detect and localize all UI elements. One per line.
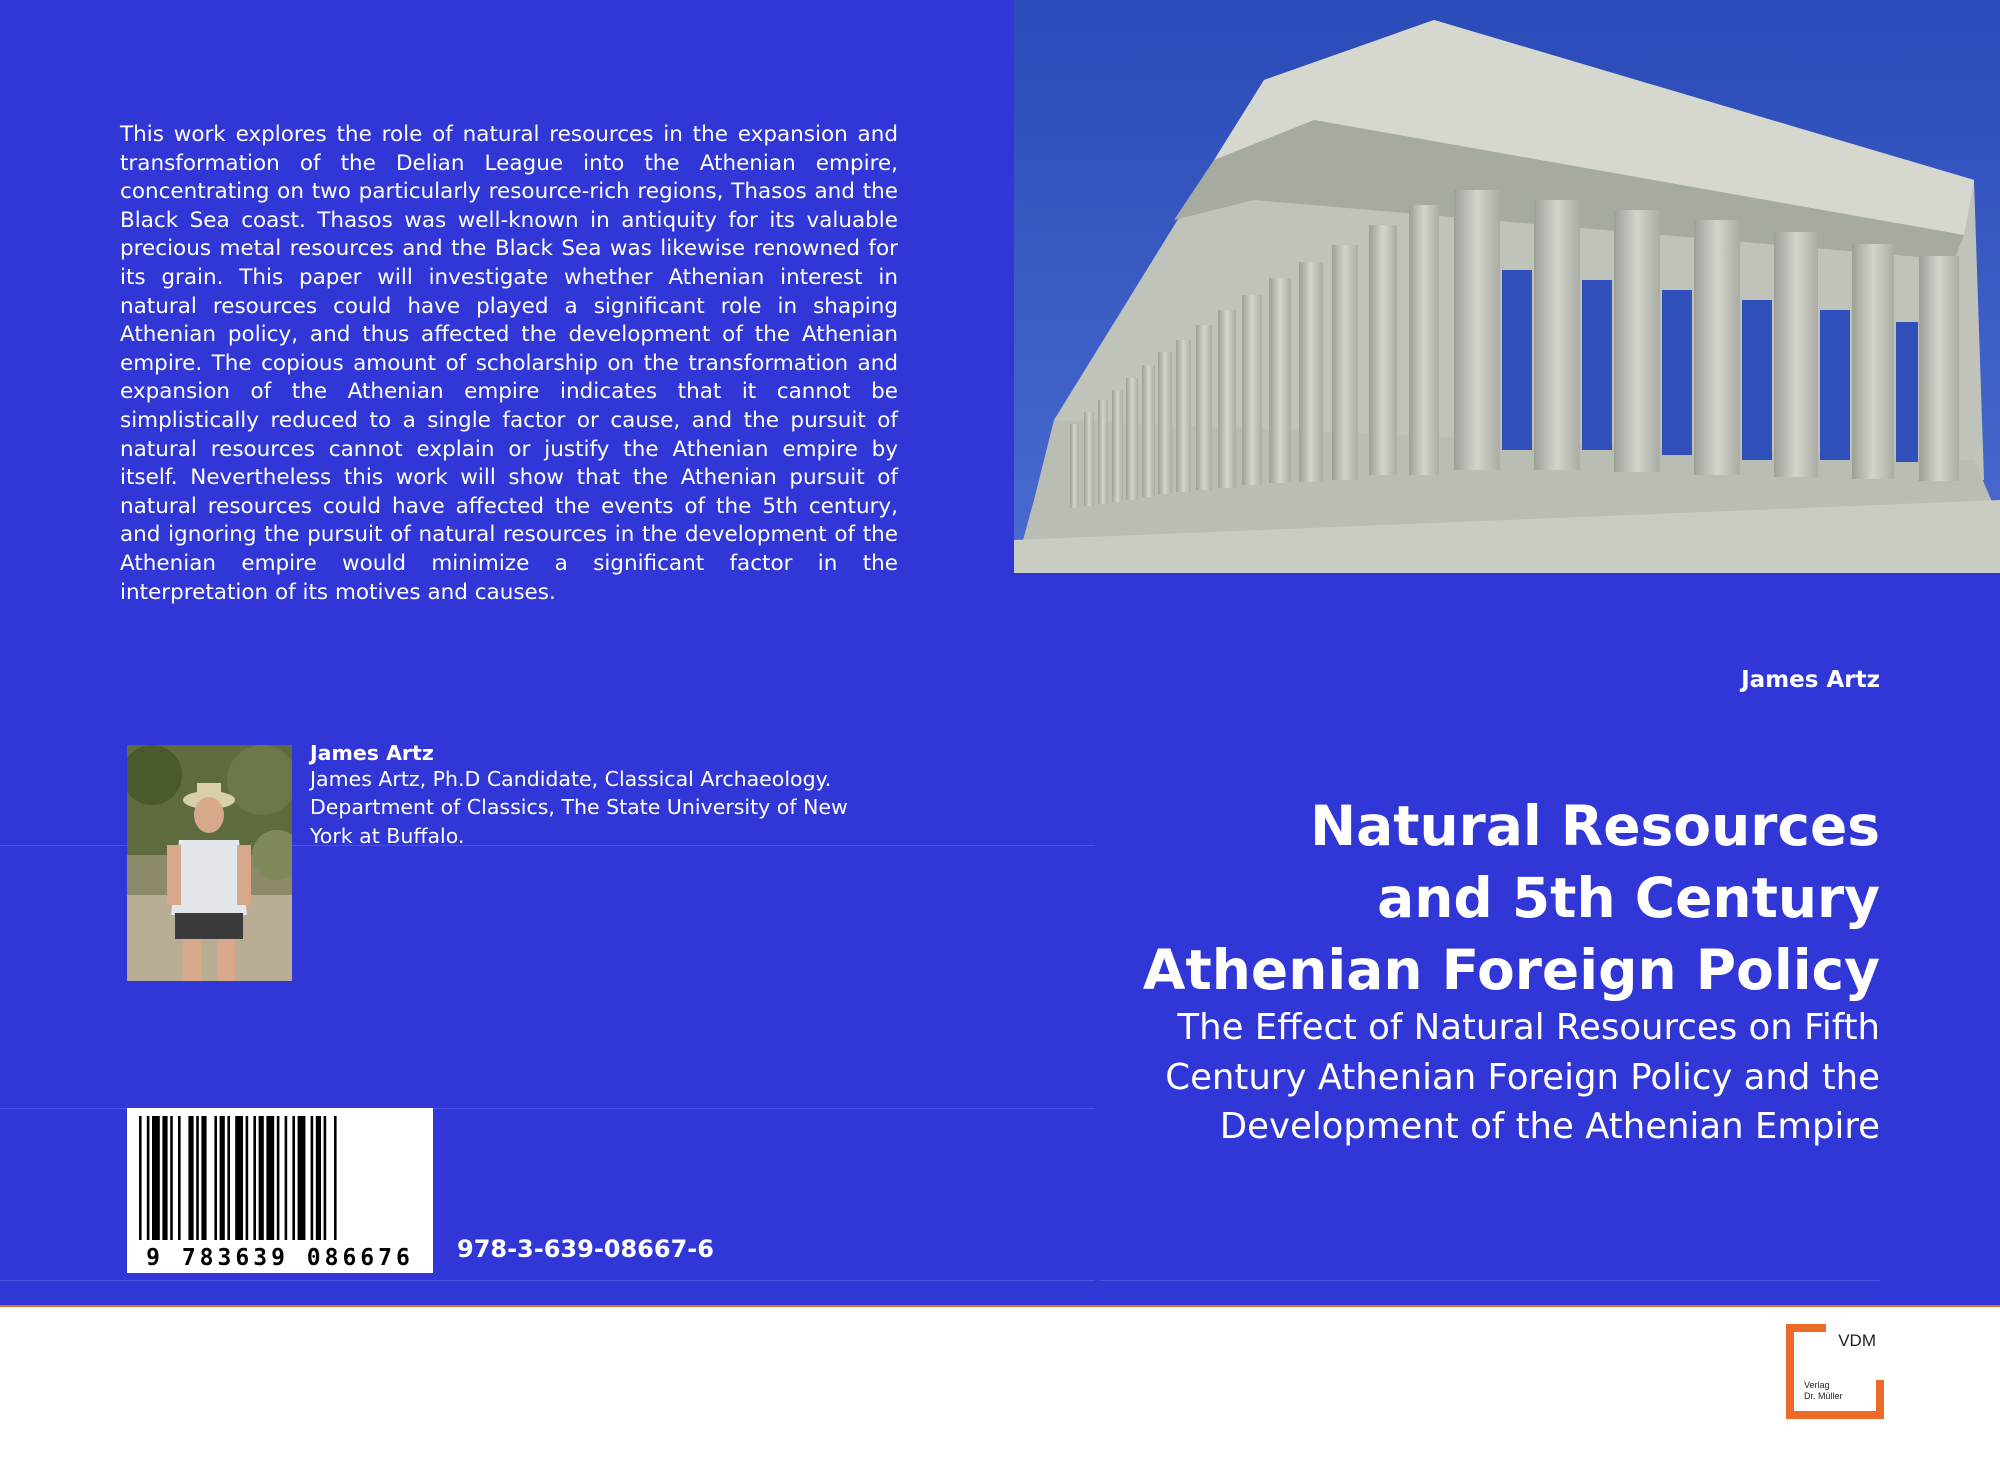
barcode-bar bbox=[292, 1116, 295, 1240]
barcode-bar bbox=[266, 1116, 274, 1240]
book-subtitle bbox=[1000, 1003, 1880, 1152]
isbn-number: 978-3-639-08667-6 bbox=[457, 1235, 714, 1263]
barcode-bar bbox=[285, 1116, 288, 1240]
divider-line bbox=[1100, 1280, 1880, 1281]
barcode-bar bbox=[334, 1116, 337, 1240]
barcode-bar bbox=[277, 1116, 280, 1240]
vdm-logo-dr-muller: Dr. Müller bbox=[1804, 1391, 1843, 1401]
divider-line bbox=[0, 1280, 1095, 1281]
barcode-bar bbox=[324, 1116, 327, 1240]
parthenon-photo bbox=[1014, 0, 2000, 573]
barcode-bar bbox=[188, 1116, 193, 1240]
barcode-bar bbox=[162, 1116, 167, 1240]
book-title-line: and 5th Century bbox=[1377, 866, 1880, 930]
barcode-bar bbox=[196, 1116, 199, 1240]
barcode-bar bbox=[246, 1116, 249, 1240]
barcode-bar bbox=[170, 1116, 173, 1240]
book-subtitle-line: The Effect of Natural Resources on Fifth bbox=[1177, 1007, 1880, 1048]
barcode-bar bbox=[298, 1116, 306, 1240]
barcode-bar bbox=[316, 1116, 321, 1240]
barcode-digits: 9 783639 086676 bbox=[146, 1245, 414, 1271]
barcode-bar bbox=[235, 1116, 243, 1240]
vdm-logo-verlag: Verlag bbox=[1804, 1380, 1830, 1390]
barcode-bar bbox=[201, 1116, 206, 1240]
orange-divider-strip bbox=[0, 1305, 2000, 1307]
front-author-name: James Artz bbox=[1741, 667, 1880, 693]
barcode-bar bbox=[139, 1116, 142, 1240]
book-subtitle-line: Development of the Athenian Empire bbox=[1219, 1106, 1880, 1147]
author-bio: James Artz, Ph.D Candidate, Classical Archaeology. Department of Classics, The State University of New York at Buffalo. bbox=[310, 767, 848, 848]
back-cover-blurb: This work explores the role of natural resources in the expansion and transformation of the Delian League into the Athenian empire, concentrating on two particularly resource-rich regions, Thasos and the Black Sea coast. Thasos was well-known in antiquity for its valuable precious metal resources and the Black Sea was likewise renowned for its grain. This paper will investigate whether Athenian interest in natural resources could have played a significant role in shaping Athenian policy, and thus affected the development of the Athenian empire. The copious amount of scholarship on the transformation and expansion of the Athenian empire indicates that it cannot be simplistically reduced to a single factor or cause, and the pursuit of natural resources cannot explain or justify the Athenian empire by itself. Nevertheless this work will show that the Athenian pursuit of natural resources could have affected the events of the 5th century, and ignoring the pursuit of natural resources in the development of the Athenian empire would minimize a significant factor in the interpretation of its motives and causes. bbox=[120, 122, 898, 605]
author-portrait-photo bbox=[127, 745, 292, 981]
barcode-bar bbox=[227, 1116, 230, 1240]
barcode-bar bbox=[152, 1116, 160, 1240]
book-title bbox=[1000, 790, 1880, 1006]
book-subtitle-line: Century Athenian Foreign Policy and the bbox=[1165, 1056, 1880, 1098]
book-title-line: Natural Resources bbox=[1310, 794, 1880, 858]
barcode-bar bbox=[220, 1116, 225, 1240]
barcode-bar bbox=[214, 1116, 217, 1240]
barcode-bar bbox=[178, 1116, 181, 1240]
barcode-bar bbox=[253, 1116, 256, 1240]
barcode bbox=[127, 1108, 433, 1273]
vdm-logo-text: VDM bbox=[1838, 1331, 1876, 1350]
barcode-bar bbox=[147, 1116, 150, 1240]
bio-author-name: James Artz bbox=[310, 741, 434, 765]
book-title-line: Athenian Foreign Policy bbox=[1142, 938, 1880, 1002]
publisher-band bbox=[0, 1311, 2000, 1464]
barcode-bar bbox=[311, 1116, 314, 1240]
vdm-publisher-logo bbox=[1786, 1324, 1884, 1419]
barcode-bar bbox=[259, 1116, 264, 1240]
